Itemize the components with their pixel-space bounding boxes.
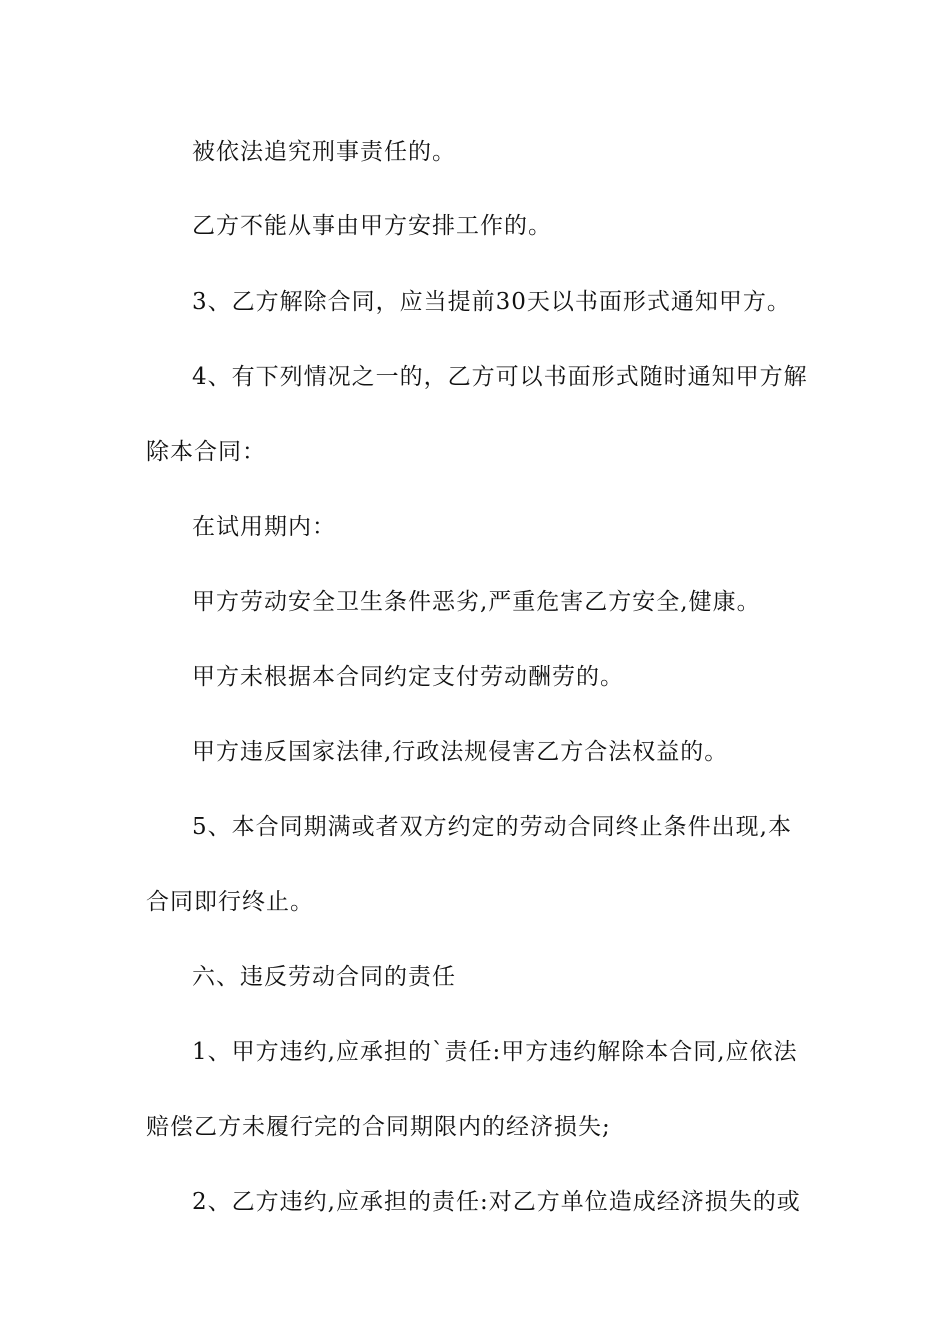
paragraph-line: 在试用期内： xyxy=(192,514,336,540)
paragraph-line: 赔偿乙方未履行完的合同期限内的经济损失; xyxy=(146,1114,611,1140)
paragraph-line: 甲方劳动安全卫生条件恶劣,严重危害乙方安全,健康。 xyxy=(192,589,761,615)
section-heading: 六、违反劳动合同的责任 xyxy=(192,964,456,990)
paragraph-line: 5、本合同期满或者双方约定的劳动合同终止条件出现,本 xyxy=(192,814,792,840)
paragraph-line: 4、有下列情况之一的，乙方可以书面形式随时通知甲方解 xyxy=(192,364,808,390)
paragraph-line: 1、甲方违约,应承担的`责任:甲方违约解除本合同,应依法 xyxy=(192,1039,798,1065)
paragraph-line: 被依法追究刑事责任的。 xyxy=(192,139,456,165)
paragraph-line: 乙方不能从事由甲方安排工作的。 xyxy=(192,213,552,239)
paragraph-line: 甲方违反国家法律,行政法规侵害乙方合法权益的。 xyxy=(192,739,729,765)
paragraph-line: 除本合同： xyxy=(146,439,266,465)
paragraph-line: 甲方未根据本合同约定支付劳动酬劳的。 xyxy=(192,664,624,690)
paragraph-line: 2、乙方违约,应承担的责任:对乙方单位造成经济损失的或 xyxy=(192,1189,801,1215)
paragraph-line: 3、乙方解除合同，应当提前30天以书面形式通知甲方。 xyxy=(192,289,791,315)
paragraph-line: 合同即行终止。 xyxy=(146,889,314,915)
